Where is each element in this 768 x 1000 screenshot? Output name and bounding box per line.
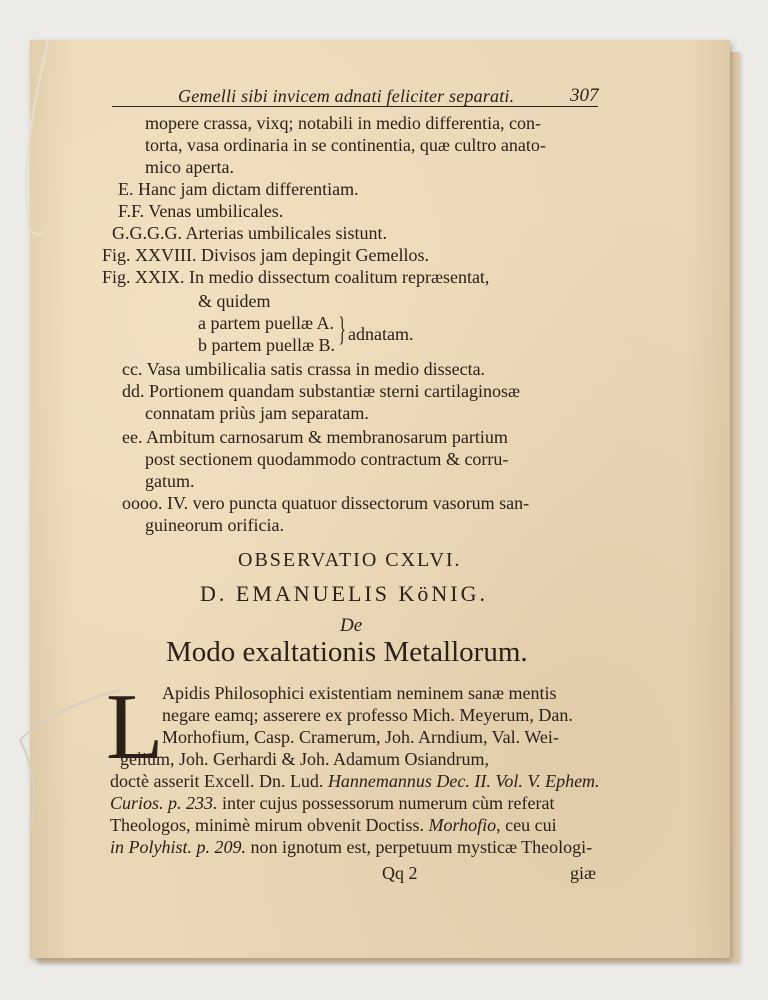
text-line: cc. Vasa umbilicalia satis crassa in medio dissecta. <box>122 359 486 379</box>
text-line: ee. Ambitum carnosarum & membranosarum partium <box>122 427 508 447</box>
text-line: b partem puellæ B. <box>198 335 335 355</box>
text-line: Morhofium, Casp. Cramerum, Joh. Arndium, Val. Wei- <box>162 727 559 747</box>
observation-title: Modo exaltationis Metallorum. <box>166 636 528 668</box>
text-line: & quidem <box>198 291 271 311</box>
figure-caption: Fig. XXIX. In medio dissectum coalitum repræsentat, <box>102 267 490 287</box>
observation-de: De <box>340 615 363 636</box>
running-title: Gemelli sibi invicem adnati feliciter separati. <box>178 86 515 106</box>
text-line: G.G.G.G. Arterias umbilicales sistunt. <box>112 223 387 243</box>
text-line: Apidis Philosophici existentiam neminem sanæ mentis <box>162 683 557 703</box>
observation-author: D. EMANUELIS KöNIG. <box>200 581 488 606</box>
text-line: dd. Portionem quandam substantiæ sterni cartilaginosæ <box>122 381 520 401</box>
text-line: F.F. Venas umbilicales. <box>118 201 284 221</box>
text-line: mico aperta. <box>145 157 234 177</box>
text-line: gelium, Joh. Gerhardi & Joh. Adamum Osiandrum, <box>120 749 489 769</box>
book-page <box>30 40 730 958</box>
text-line: mopere crassa, vixq; notabili in medio differentia, con- <box>145 113 542 133</box>
brace-glyph: } <box>338 311 346 348</box>
header-rule <box>112 106 598 107</box>
text-line: torta, vasa ordinaria in se continentia, quæ cultro anato- <box>145 135 546 155</box>
catchword: giæ <box>570 863 597 883</box>
text-line: gatum. <box>145 471 195 491</box>
text-line: Theologos, minimè mirum obvenit Doctiss. Morhofio, ceu cui <box>110 815 557 835</box>
text-line: Curios. p. 233. inter cujus possessorum numerum cùm referat <box>110 793 555 813</box>
text-line: connatam priùs jam separatam. <box>145 403 369 423</box>
drop-cap: L <box>106 675 164 779</box>
observation-number: OBSERVATIO CXLVI. <box>238 549 462 571</box>
text-line: guineorum orificia. <box>145 515 284 535</box>
figure-caption: Fig. XXVIII. Divisos jam depingit Gemellos. <box>102 245 429 265</box>
text-line: oooo. IV. vero puncta quatuor dissectorum vasorum san- <box>122 493 530 513</box>
signature-mark: Qq 2 <box>382 863 418 883</box>
text-line: doctè asserit Excell. Dn. Lud. Hannemannus Dec. II. Vol. V. Ephem. <box>110 771 600 791</box>
text-line: negare eamq; asserere ex professo Mich. Meyerum, Dan. <box>162 705 573 725</box>
text-line: post sectionem quodammodo contractum & corru- <box>145 449 509 469</box>
text-line: in Polyhist. p. 209. non ignotum est, perpetuum mysticæ Theologi- <box>110 837 593 857</box>
text-line: adnatam. <box>348 324 414 344</box>
text-line: a partem puellæ A. <box>198 313 334 333</box>
page-number: 307 <box>570 85 599 106</box>
text-line: E. Hanc jam dictam differentiam. <box>118 179 359 199</box>
